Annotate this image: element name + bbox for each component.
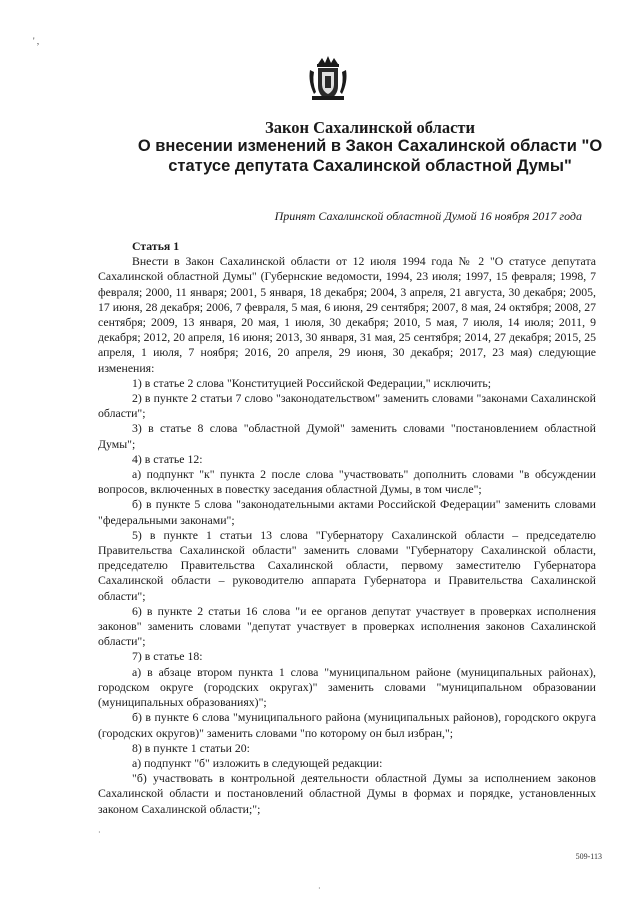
footer-code: 509-113 bbox=[575, 852, 602, 861]
scan-mark: ' , bbox=[33, 36, 40, 46]
title-line-1: Закон Сахалинской области bbox=[264, 118, 476, 137]
scan-dot: · bbox=[318, 884, 321, 893]
article-intro: Внести в Закон Сахалинской области от 12 июля 1994 года № 2 "О статусе депутата Сахалинской областной Думы" (Губернские ведомости, 1994, 23 июля; 1997, 15 февраля; 1998, 7 февраля; 2000, 11 января; 2001, 5 января, 18 декабря; 2004, 3 апреля, 21 августа, 30 декабря; 2005, 17 июня, 28 декабря; 2006, 7 февраля, 5 мая, 6 июня, 29 сентября; 2007, 8 мая, 24 октября; 2008, 27 сентября; 2009, 13 января, 20 мая, 1 июля, 30 декабря; 2010, 5 мая, 7 июля, 14 июля; 2011, 9 декабря; 2012, 20 апреля, 16 июня; 2013, 30 января, 31 мая, 25 сентября; 2014, 27 декабря; 2015, 25 апреля, 1 июля, 7 ноября; 2016, 20 апреля, 29 июня, 30 декабря; 2017, 23 мая) следующие изменения: bbox=[98, 254, 596, 375]
article-item: 8) в пункте 1 статьи 20: bbox=[132, 740, 250, 755]
article-title: Статья 1 bbox=[132, 239, 180, 253]
coat-of-arms-icon bbox=[304, 54, 352, 104]
article-item: а) в абзаце втором пункта 1 слова "муниципальном районе (муниципальных районах), городском округе (городских округах)" заменить словами "муниципальном образовании (муниципальных образованиях)"; bbox=[98, 664, 596, 710]
article-item: 1) в статье 2 слова "Конституцией Российской Федерации," исключить; bbox=[132, 375, 492, 390]
scan-dot: · bbox=[98, 828, 101, 837]
article-item: 5) в пункте 1 статьи 13 слова "Губернатору Сахалинской области – председателю Правительства Сахалинской области" заменить словами "Губернатору Сахалинской области, председателю Правительства Сахалинской области, первому заместителю Губернатора Сахалинской области – руководителю аппарата Губернатора и Правительства Сахалинской области"; bbox=[98, 527, 596, 603]
article-item: 6) в пункте 2 статьи 16 слова "и ее органов депутат участвует в проверках исполнения законов" заменить словами "депутат участвует в проверках исполнения законов Сахалинской области"; bbox=[98, 603, 596, 649]
article-item: 4) в статье 12: bbox=[132, 451, 203, 466]
title-line-2: О внесении изменений в Закон Сахалинской области "О статусе депутата Сахалинской областной Думы" bbox=[137, 137, 603, 175]
article-item: а) подпункт "б" изложить в следующей редакции: bbox=[132, 755, 383, 770]
document-title bbox=[120, 118, 620, 176]
article-item: 3) в статье 8 слова "областной Думой" заменить словами "постановлением областной Думы"; bbox=[98, 421, 596, 451]
article-item: 7) в статье 18: bbox=[132, 649, 203, 664]
article-item: "б) участвовать в контрольной деятельности областной Думы за исполнением законов Сахалинской области и постановлений областной Думы в формах и порядке, установленных законом Сахалинской области;"; bbox=[98, 771, 596, 816]
adoption-note: Принят Сахалинской областной Думой 16 ноября 2017 года bbox=[274, 209, 582, 223]
article-item: а) подпункт "к" пункта 2 после слова "участвовать" дополнить словами "в обсуждении вопросов, включенных в повестку заседания областной Думы, в том числе"; bbox=[98, 467, 596, 497]
article-item: б) в пункте 5 слова "законодательными актами Российской Федерации" заменить словами "федеральными законами"; bbox=[98, 497, 596, 527]
article-item: б) в пункте 6 слова "муниципального района (муниципальных районов), городского округа (городских округов)" заменить словами "по которому он был избран,"; bbox=[98, 710, 596, 740]
article-body bbox=[98, 239, 596, 817]
article-item: 2) в пункте 2 статьи 7 слово "законодательством" заменить словами "законами Сахалинской области"; bbox=[98, 391, 596, 421]
